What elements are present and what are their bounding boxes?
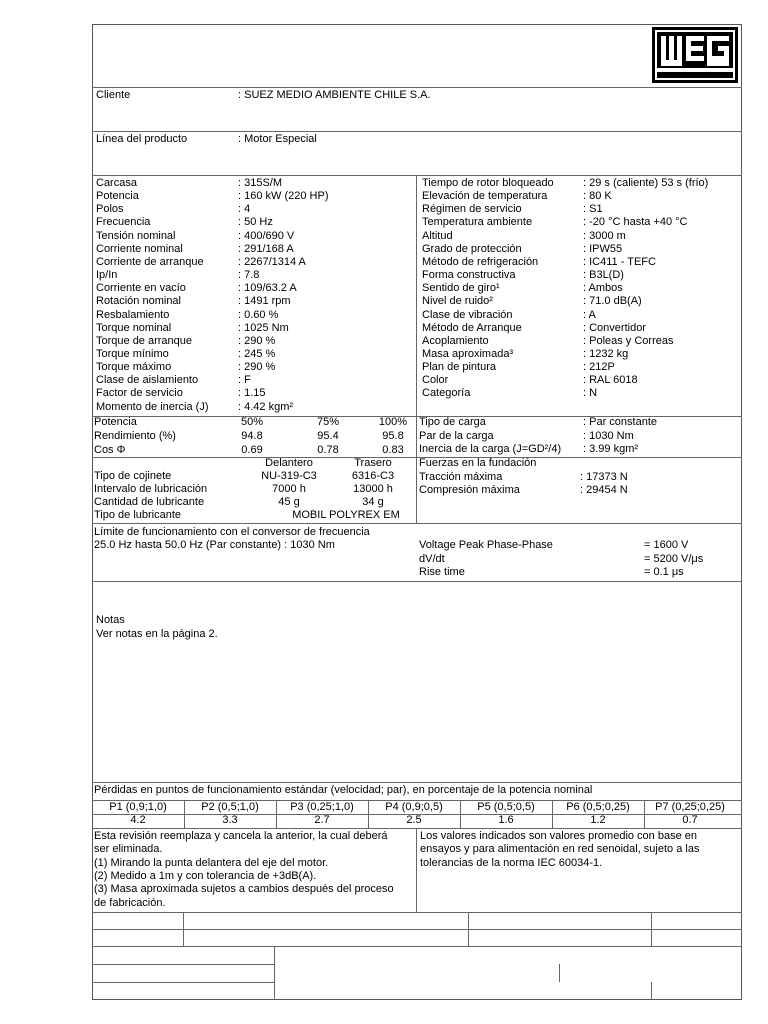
loss-value: 2.5 — [406, 814, 422, 826]
spec-value: : B3L(D) — [583, 269, 624, 282]
lubricant-value: MOBIL POLYREX EM — [292, 509, 400, 521]
spec-value: : 1232 kg — [583, 347, 629, 360]
loss-value: 1.6 — [498, 814, 514, 826]
load-info-label: Tipo de carga — [419, 416, 486, 428]
footer-note-line: Esta revisión reemplaza y cancela la anterior, la cual deberá — [94, 830, 388, 842]
loss-point: P5 (0,5;0,5) — [477, 801, 535, 813]
foundation-title: Fuerzas en la fundación — [419, 457, 537, 469]
spec-value: : 245 % — [238, 347, 276, 360]
weg-logo — [652, 27, 738, 83]
spec-label: Torque nominal — [96, 321, 172, 334]
load-header-cell: Potencia — [94, 416, 137, 428]
spec-label: Ip/In — [96, 269, 118, 282]
spec-value: : 1491 rpm — [238, 295, 291, 308]
spec-label: Tiempo de rotor bloqueado — [422, 177, 554, 189]
bearing-value: 13000 h — [353, 483, 393, 495]
spec-label: Plan de pintura — [422, 361, 496, 374]
load-info-value: : 1030 Nm — [583, 429, 634, 442]
spec-label: Nivel de ruido² — [422, 295, 493, 308]
spec-value: : 2267/1314 A — [238, 255, 306, 268]
product-line-label: Línea del producto — [96, 133, 188, 145]
loss-point: P3 (0,25;1,0) — [290, 801, 354, 813]
spec-label: Régimen de servicio — [422, 203, 522, 216]
notes-text: Ver notas en la página 2. — [96, 628, 218, 640]
spec-value: : 290 % — [238, 361, 276, 374]
load-cell: 95.4 — [317, 430, 339, 442]
spec-label: Grado de protección — [422, 242, 522, 255]
foundation-label: Compresión máxima — [419, 484, 520, 496]
spec-label: Frecuencia — [96, 216, 151, 229]
spec-label: Forma constructiva — [422, 269, 516, 282]
loss-point: P1 (0,9;1,0) — [109, 801, 167, 813]
bearing-label: Intervalo de lubricación — [94, 483, 208, 495]
footer-note-line: (3) Masa aproximada sujetos a cambios después del proceso — [94, 883, 394, 896]
bearing-value: 7000 h — [272, 483, 306, 495]
load-cell: 94.8 — [241, 430, 263, 442]
spec-value: : 315S/M — [238, 177, 283, 189]
spec-value: : 291/168 A — [238, 242, 294, 255]
spec-value: : 212P — [583, 361, 615, 374]
spec-label: Categoría — [422, 387, 471, 400]
footer-note-line: Los valores indicados son valores promedio con base en — [420, 830, 697, 842]
load-info-value: : Par constante — [583, 416, 657, 428]
spec-value: : 71.0 dB(A) — [583, 295, 642, 308]
spec-value: : 4.42 kgm² — [238, 400, 294, 413]
load-header-cell: 100% — [378, 416, 408, 428]
spec-label: Resbalamiento — [96, 308, 170, 321]
footer-note-line: ensayos y para alimentación en red senoidal, sujeto a las — [420, 843, 700, 856]
spec-value: : 29 s (caliente) 53 s (frío) — [583, 177, 709, 189]
footer-note-line: tolerancias de la norma IEC 60034-1. — [420, 856, 603, 869]
spec-label: Factor de servicio — [96, 387, 183, 400]
bearing-label: Tipo de cojinete — [94, 470, 172, 482]
bearing-value: 45 g — [278, 496, 300, 508]
losses-title: Pérdidas en puntos de funcionamiento estándar (velocidad; par), en porcentaje de la potencia nominal — [94, 784, 593, 796]
spec-value: : IC411 - TEFC — [583, 255, 656, 268]
converter-value: = 1600 V — [644, 539, 689, 551]
spec-label: Torque mínimo — [96, 347, 169, 360]
spec-value: : S1 — [583, 203, 603, 216]
converter-value: = 5200 V/μs — [644, 552, 704, 565]
spec-value: : -20 °C hasta +40 °C — [583, 216, 688, 229]
loss-value: 2.7 — [314, 814, 330, 826]
spec-label: Temperatura ambiente — [422, 216, 533, 229]
spec-label: Acoplamiento — [422, 334, 489, 347]
spec-label: Torque de arranque — [96, 334, 193, 347]
footer-note-line: (1) Mirando la punta delantera del eje del motor. — [94, 856, 329, 869]
loss-point: P7 (0,25;0,25) — [655, 801, 725, 813]
converter-label: Voltage Peak Phase-Phase — [419, 539, 553, 551]
spec-value: : 1025 Nm — [238, 321, 289, 334]
spec-value: : 290 % — [238, 334, 276, 347]
bearing-value: 6316-C3 — [351, 470, 395, 482]
spec-label: Clase de aislamiento — [96, 374, 199, 387]
spec-label: Corriente en vacío — [96, 282, 186, 295]
spec-value: : Ambos — [583, 282, 623, 295]
spec-value: : Poleas y Correas — [583, 334, 674, 347]
spec-label: Momento de inercia (J) — [96, 400, 209, 413]
foundation-value: : 29454 N — [580, 484, 628, 496]
loss-point: P4 (0,9;0,5) — [385, 801, 443, 813]
converter-value: = 0.1 μs — [644, 566, 684, 578]
spec-label: Altitud — [422, 229, 453, 242]
spec-value: : A — [583, 308, 596, 321]
spec-value: : 1.15 — [238, 387, 266, 400]
converter-range: 25.0 Hz hasta 50.0 Hz (Par constante) : 1030 Nm — [94, 539, 335, 551]
foundation-label: Tracción máxima — [419, 471, 503, 483]
load-cell: 95.8 — [382, 430, 404, 442]
bearing-value: 34 g — [362, 496, 384, 508]
load-cell: 0.83 — [382, 444, 404, 456]
spec-value: : 0.60 % — [238, 308, 279, 321]
loss-value: 3.3 — [222, 814, 238, 826]
spec-label: Masa aproximada³ — [422, 347, 514, 360]
spec-label: Polos — [96, 203, 124, 216]
spec-value: : 80 K — [583, 190, 612, 203]
lubricant-label: Tipo de lubricante — [94, 509, 182, 521]
loss-value: 4.2 — [130, 814, 146, 826]
spec-label: Método de Arranque — [422, 321, 522, 334]
load-cell: Rendimiento (%) — [94, 430, 176, 442]
spec-label: Rotación nominal — [96, 295, 181, 308]
spec-value: : 50 Hz — [238, 216, 273, 229]
footer-note-line: ser eliminada. — [94, 843, 163, 856]
foundation-value: : 17373 N — [580, 471, 628, 483]
spec-label: Corriente de arranque — [96, 255, 204, 268]
loss-point: P2 (0,5;1,0) — [201, 801, 259, 813]
bearing-value: NU-319-C3 — [261, 470, 317, 482]
spec-label: Torque máximo — [96, 361, 172, 374]
spec-label: Color — [422, 374, 449, 387]
notes-title: Notas — [96, 614, 125, 626]
load-header-cell: 75% — [316, 416, 340, 428]
spec-label: Tensión nominal — [96, 229, 176, 242]
loss-value: 1.2 — [590, 814, 606, 826]
spec-value: : IPW55 — [583, 242, 623, 255]
spec-value: : 4 — [238, 203, 251, 216]
spec-value: : 160 kW (220 HP) — [238, 190, 329, 203]
spec-value: : 3000 m — [583, 229, 626, 242]
load-cell: Cos Φ — [94, 444, 126, 456]
spec-label: Corriente nominal — [96, 242, 183, 255]
spec-value: : Convertidor — [583, 321, 646, 334]
spec-value: : RAL 6018 — [583, 374, 638, 387]
load-info-value: : 3.99 kgm² — [583, 443, 639, 455]
spec-value: : N — [583, 387, 598, 400]
spec-label: Elevación de temperatura — [422, 190, 548, 203]
footer-note-line: de fabricación. — [94, 896, 166, 909]
spec-label: Sentido de giro¹ — [422, 282, 500, 295]
bearing-header: Delantero — [265, 457, 313, 469]
client-value: : SUEZ MEDIO AMBIENTE CHILE S.A. — [238, 89, 431, 101]
spec-label: Método de refrigeración — [422, 255, 539, 268]
spec-label: Potencia — [96, 190, 139, 203]
client-label: Cliente — [96, 89, 131, 101]
bearing-header: Trasero — [354, 457, 392, 469]
spec-value: : F — [238, 374, 251, 387]
load-cell: 0.78 — [317, 444, 339, 456]
spec-label: Clase de vibración — [422, 308, 513, 321]
bearing-label: Cantidad de lubricante — [94, 496, 205, 508]
spec-label: Carcasa — [96, 177, 137, 189]
spec-value: : 7.8 — [238, 269, 260, 282]
spec-value: : 109/63.2 A — [238, 282, 297, 295]
loss-value: 0.7 — [682, 814, 698, 826]
load-cell: 0.69 — [241, 444, 263, 456]
spec-value: : 400/690 V — [238, 229, 295, 242]
converter-label: dV/dt — [419, 552, 445, 565]
converter-label: Rise time — [419, 566, 465, 578]
load-info-label: Inercia de la carga (J=GD²/4) — [419, 443, 562, 455]
load-info-label: Par de la carga — [419, 429, 494, 442]
loss-point: P6 (0,5;0,25) — [566, 801, 630, 813]
footer-note-line: (2) Medido a 1m y con tolerancia de +3dB(A). — [94, 869, 317, 882]
converter-title: Límite de funcionamiento con el conversor de frecuencia — [94, 526, 370, 538]
load-header-cell: 50% — [240, 416, 264, 428]
product-line-value: : Motor Especial — [238, 133, 317, 145]
